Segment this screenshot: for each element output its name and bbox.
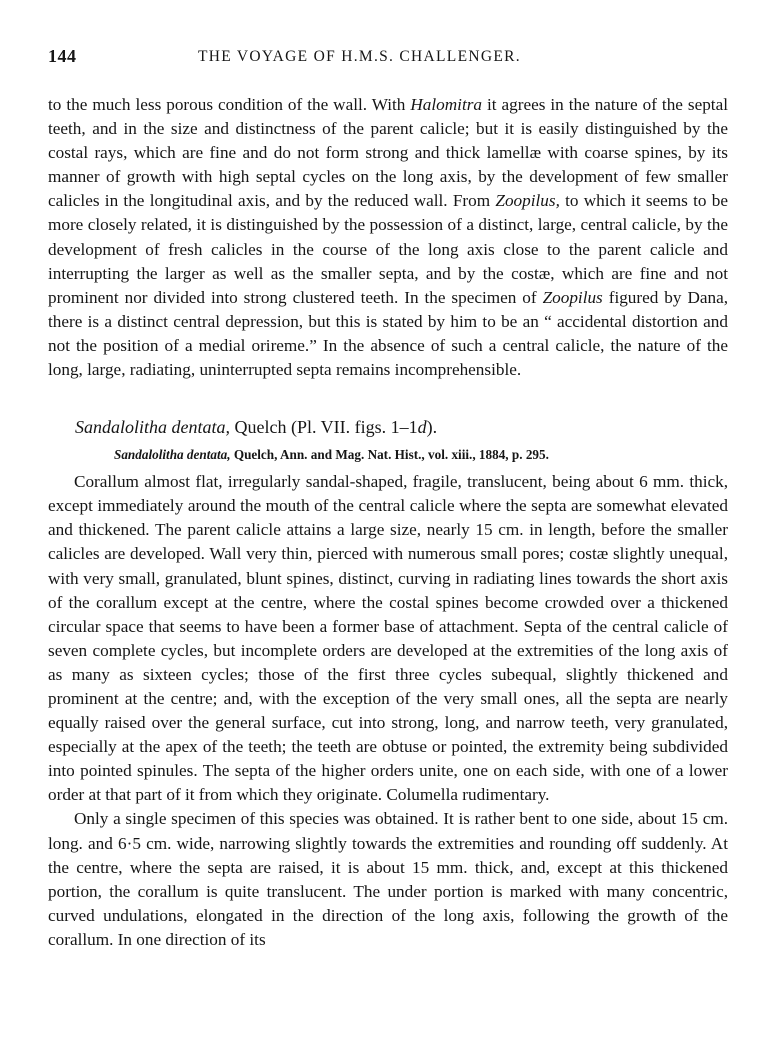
paragraph-specimen: Only a single specimen of this species was obtained. It is rather bent to one side, about 15 cm. long. and 6·5 cm. wide, narrowing slightly towards the extremities and rounding off suddenly. At the centre, where the septa are raised, it is about 15 mm. thick, and, except at this thickened portion, the corallum is quite translucent. The under portion is marked with many concentric, curved undulations, elongated in the direction of the long axis, following the growth of the corallum. In one direction of its xyxy=(48,809,728,949)
text-run: to which it seems to be more closely related, it is distinguished by the possession of a distinct, large, central calicle, by the development of fresh calicles in the course of the long axis close to the parent calicle and interrupting the larger as well as the smaller septa, and by the costæ, which are fine and not prominent nor divided into strong clustered teeth. In the specimen of xyxy=(48,191,728,307)
species-name: Sandalolitha dentata, xyxy=(75,417,230,438)
paragraph-description: Corallum almost flat, irregularly sandal-shaped, fragile, translucent, being about 6 mm. thick, except immediately around the mouth of the central calicle where the septa are somewhat elevated and thickened. The parent calicle attains a large size, nearly 15 cm. in length, before the smaller calicles are developed. Wall very thin, pierced with numerous small pores; costæ slightly unequal, with very small, granulated, blunt spines, distinct, curving in radiating lines towards the short axis of the corallum except at the centre, where the costal spines become crowded over a thickened circular space that seems to have been a former base of attachment. Septa of the central calicle of seven complete cycles, but incomplete orders are developed at the extremities of the long axis of as many as sixteen cycles; those of the first three cycles subequal, slightly thickened and prominent at the centre; and, with the exception of the very small ones, all the septa are nearly equally raised over the general surface, cut into strong, long, and narrow teeth, very granulated, especially at the apex of the teeth; the teeth are obtuse or pointed, the extremity being subdivided into pointed spinules. The septa of the higher orders unite, one on each side, with one of a lower order at that part of it from which they originate. Columella rudimentary. xyxy=(48,472,728,805)
taxon-zoopilus: Zoopilus xyxy=(542,287,603,307)
body-text xyxy=(48,93,728,952)
paragraph-comparison xyxy=(48,93,728,382)
species-author: Quelch (Pl. VII. figs. 1–1 xyxy=(230,417,418,438)
figure-letter: d xyxy=(417,417,427,438)
species-heading xyxy=(75,415,728,439)
text-run: to the much less porous condition of the wall. With xyxy=(48,95,411,114)
citation-reference: Quelch, Ann. and Mag. Nat. Hist., vol. xiii., 1884, p. 295. xyxy=(230,447,549,463)
citation xyxy=(114,446,728,464)
text-run: it agrees in the nature of the septal teeth, and in the size and distinctness of the parent calicle; but it is easily distinguished by the costal rays, which are fine and do not form strong and thick lamellæ with coarse spines, by its manner of growth with high septal cycles on the long axis, by the development of few smaller calicles in the longitudinal axis, and by the reduced wall. From xyxy=(48,95,728,211)
citation-name: Sandalolitha dentata, xyxy=(114,447,231,463)
taxon-zoopilus: Zoopilus, xyxy=(495,191,560,211)
heading-close: ). xyxy=(426,417,438,438)
text-run: figured by Dana, there is a distinct central depression, but this is stated by him to be an “ accidental distortion and not the position of a medial orireme.” In the absence of such a central calicle, the nature of the long, large, radiating, uninterrupted septa remains incomprehensible. xyxy=(48,287,729,380)
running-title: THE VOYAGE OF H.M.S. CHALLENGER. xyxy=(198,48,521,65)
page-number: 144 xyxy=(48,46,77,66)
taxon-halomitra: Halomitra xyxy=(410,95,483,114)
running-head xyxy=(48,40,728,70)
page xyxy=(48,40,728,952)
